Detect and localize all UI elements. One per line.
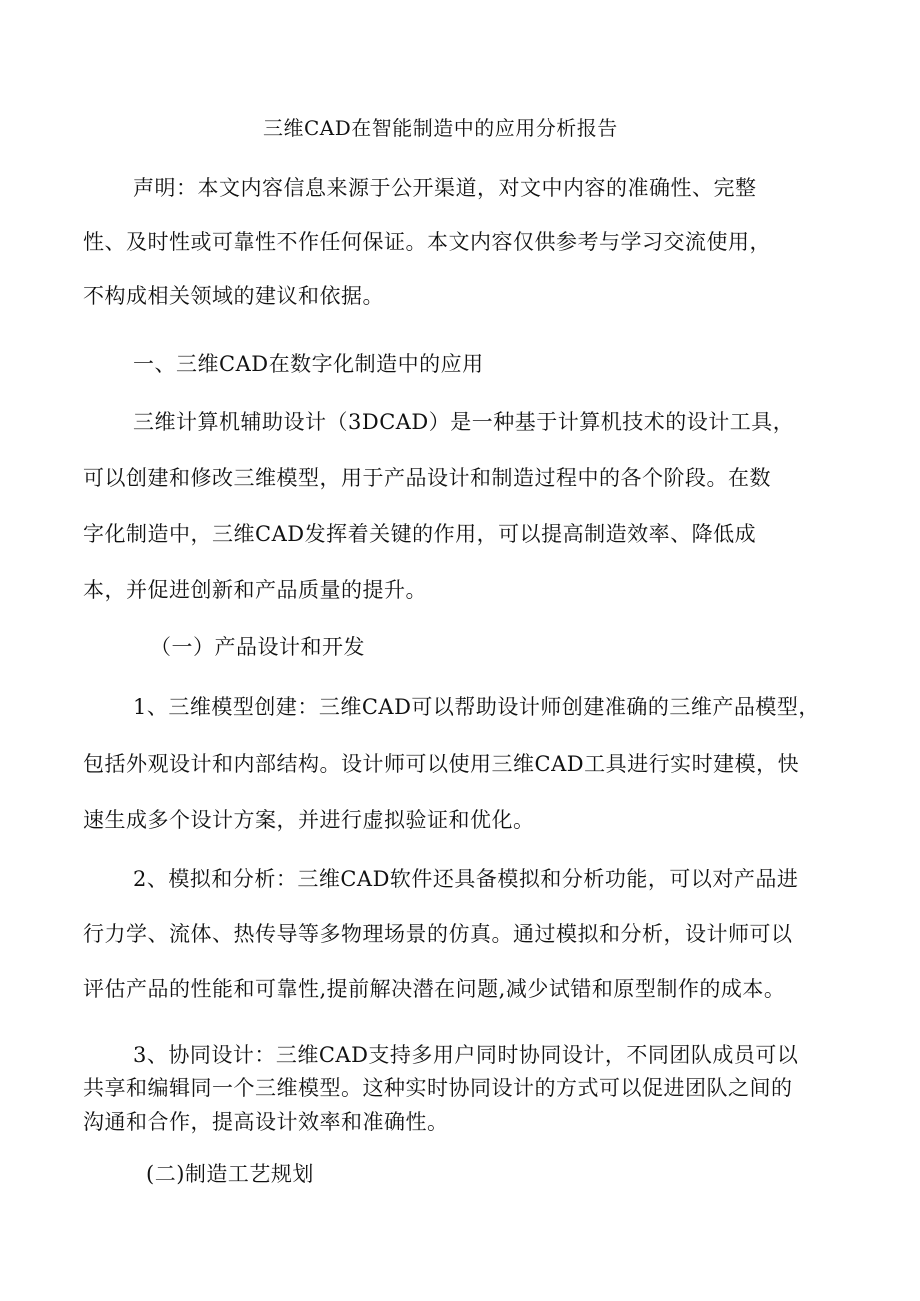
paragraph-line: 可以创建和修改三维模型，用于产品设计和制造过程中的各个阶段。在数 [83,466,771,490]
document-title: 三维CAD在智能制造中的应用分析报告 [263,116,618,140]
section-heading: 一、三维CAD在数字化制造中的应用 [133,352,484,376]
list-item-line: 沟通和合作，提高设计效率和准确性。 [83,1110,449,1134]
list-item-line: 评估产品的性能和可靠性,提前解决潜在问题,减少试错和原型制作的成本。 [83,977,786,1001]
list-item-line: 2、模拟和分析：三维CAD软件还具备模拟和分析功能，可以对产品进 [133,867,799,891]
list-item-line: 共享和编辑同一个三维模型。这种实时协同设计的方式可以促进团队之间的 [83,1076,793,1100]
subsection-heading: （一）产品设计和开发 [150,635,365,659]
subsection-heading: (二)制造工艺规划 [146,1162,314,1186]
disclaimer-line: 性、及时性或可靠性不作任何保证。本文内容仅供参考与学习交流使用， [83,230,771,254]
disclaimer-line: 声明：本文内容信息来源于公开渠道，对文中内容的准确性、完整 [133,176,757,200]
list-item-line: 包括外观设计和内部结构。设计师可以使用三维CAD工具进行实时建模，快 [83,752,800,776]
paragraph-line: 字化制造中，三维CAD发挥着关键的作用，可以提高制造效率、降低成 [83,522,757,546]
list-item-line: 1、三维模型创建：三维CAD可以帮助设计师创建准确的三维产品模型， [133,695,820,719]
paragraph-line: 三维计算机辅助设计（3DCAD）是一种基于计算机技术的设计工具， [133,410,795,434]
list-item-line: 速生成多个设计方案，并进行虚拟验证和优化。 [83,808,535,832]
list-item-line: 行力学、流体、热传导等多物理场景的仿真。通过模拟和分析，设计师可以 [83,922,793,946]
disclaimer-line: 不构成相关领域的建议和依据。 [83,284,384,308]
list-item-line: 3、协同设计：三维CAD支持多用户同时协同设计，不同团队成员可以 [133,1043,799,1067]
paragraph-line: 本，并促进创新和产品质量的提升。 [83,578,427,602]
